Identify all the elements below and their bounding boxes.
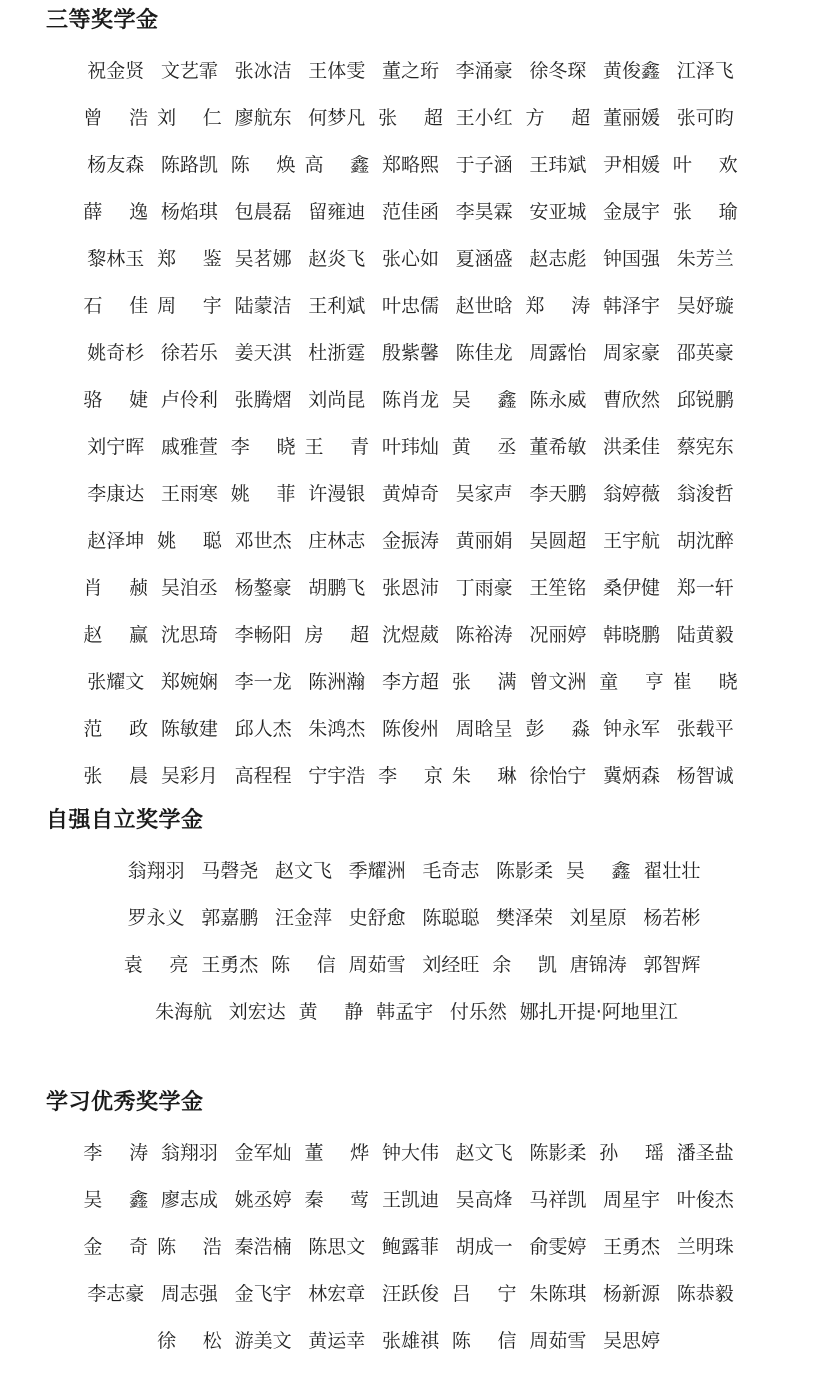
name-item: 余 凯 <box>492 954 557 976</box>
name-item: 姚 菲 <box>230 483 296 505</box>
name-item: 张 超 <box>378 107 443 129</box>
name-item: 于子涵 <box>455 154 513 176</box>
name-item: 黄 静 <box>298 1001 364 1023</box>
name-item: 吴彩月 <box>160 765 218 787</box>
name-item: 秦浩楠 <box>234 1236 292 1258</box>
name-item: 付乐然 <box>449 1001 507 1023</box>
name-item: 曾文洲 <box>529 671 587 693</box>
name-item: 文艺霏 <box>160 60 218 82</box>
name-item: 张可昀 <box>676 107 734 129</box>
name-item: 李天鹏 <box>529 483 587 505</box>
name-item: 汪跃俊 <box>381 1283 439 1305</box>
name-item: 吴高烽 <box>455 1189 513 1211</box>
name-item: 包晨磊 <box>234 201 292 223</box>
name-item: 黄丽娟 <box>455 530 513 552</box>
name-item: 金军灿 <box>234 1142 292 1164</box>
name-item: 张心如 <box>381 248 439 270</box>
name-item: 钟国强 <box>603 248 661 270</box>
name-item: 陈影柔 <box>529 1142 587 1164</box>
name-item: 翁婷薇 <box>603 483 661 505</box>
name-item: 尹相媛 <box>603 154 661 176</box>
name-item: 王勇杰 <box>201 954 259 976</box>
name-item: 刘宁晖 <box>87 436 145 458</box>
name-item: 沈思琦 <box>160 624 218 646</box>
name-item: 陈聪聪 <box>422 907 480 929</box>
name-item: 陈俊州 <box>381 718 439 740</box>
name-item: 徐怡宁 <box>529 765 587 787</box>
section-title: 学习优秀奖学金 <box>46 1090 204 1115</box>
name-item: 黄俊鑫 <box>603 60 661 82</box>
name-item: 陈路凯 <box>160 154 218 176</box>
name-item: 陈敏建 <box>160 718 218 740</box>
name-item: 李一龙 <box>234 671 292 693</box>
name-item: 周茹雪 <box>348 954 406 976</box>
name-item: 刘 仁 <box>157 107 222 129</box>
name-item: 鲍露菲 <box>381 1236 439 1258</box>
name-item: 王宇航 <box>603 530 661 552</box>
name-item: 郑略熙 <box>381 154 439 176</box>
name-item: 潘圣盐 <box>676 1142 734 1164</box>
name-item: 朱陈琪 <box>529 1283 587 1305</box>
name-item: 罗永义 <box>127 907 185 929</box>
name-item: 石 佳 <box>83 295 149 317</box>
name-item: 杨若彬 <box>643 907 701 929</box>
name-item: 董之珩 <box>381 60 439 82</box>
name-item: 钟大伟 <box>381 1142 439 1164</box>
name-item: 邱人杰 <box>234 718 292 740</box>
name-item: 郑 涛 <box>525 295 591 317</box>
name-item: 赵文飞 <box>455 1142 513 1164</box>
name-item: 李志豪 <box>87 1283 145 1305</box>
name-item: 叶忠儒 <box>381 295 439 317</box>
name-item: 董 烨 <box>304 1142 370 1164</box>
name-item: 翁翔羽 <box>160 1142 218 1164</box>
name-item: 姜天淇 <box>234 342 292 364</box>
name-item: 马祥凯 <box>529 1189 587 1211</box>
name-item: 朱鸿杰 <box>308 718 366 740</box>
name-item: 郭智辉 <box>643 954 701 976</box>
name-item: 叶 欢 <box>672 154 738 176</box>
name-item: 姚丞婷 <box>234 1189 292 1211</box>
name-item: 叶玮灿 <box>381 436 439 458</box>
name-item: 李方超 <box>381 671 439 693</box>
name-item: 毛奇志 <box>422 860 480 882</box>
name-item: 何梦凡 <box>308 107 366 129</box>
name-item: 王笙铭 <box>529 577 587 599</box>
name-item: 金飞宇 <box>234 1283 292 1305</box>
name-item: 蔡宪东 <box>676 436 734 458</box>
name-item: 沈煜葳 <box>381 624 439 646</box>
name-item: 张耀文 <box>87 671 145 693</box>
name-item: 林宏章 <box>308 1283 366 1305</box>
name-item: 黄运幸 <box>308 1330 366 1352</box>
name-item: 邵英豪 <box>676 342 734 364</box>
name-item: 陈 信 <box>451 1330 517 1352</box>
name-item: 刘尚昆 <box>308 389 366 411</box>
name-item: 史舒愈 <box>348 907 406 929</box>
name-item: 朱海航 <box>155 1001 213 1023</box>
name-item: 王雨寒 <box>160 483 218 505</box>
name-item: 翁浚哲 <box>676 483 734 505</box>
name-item: 俞雯婷 <box>529 1236 587 1258</box>
name-item: 韩孟宇 <box>376 1001 434 1023</box>
name-item: 陈佳龙 <box>455 342 513 364</box>
name-item: 刘经旺 <box>422 954 480 976</box>
name-item: 胡沈醉 <box>676 530 734 552</box>
name-item: 袁 亮 <box>123 954 189 976</box>
name-item: 廖航东 <box>234 107 292 129</box>
name-item: 王 青 <box>304 436 370 458</box>
name-item: 周露怡 <box>529 342 587 364</box>
name-item: 陈恭毅 <box>676 1283 734 1305</box>
name-item: 杨焰琪 <box>160 201 218 223</box>
name-item: 陈永威 <box>529 389 587 411</box>
name-item: 胡成一 <box>455 1236 513 1258</box>
name-item: 刘宏达 <box>228 1001 286 1023</box>
name-item: 吴思婷 <box>603 1330 661 1352</box>
name-item: 汪金萍 <box>274 907 332 929</box>
name-item: 留雍迪 <box>308 201 366 223</box>
name-item: 郑婉娴 <box>160 671 218 693</box>
name-item: 姚奇杉 <box>87 342 145 364</box>
name-item: 孙 瑶 <box>599 1142 664 1164</box>
name-item: 陆蒙洁 <box>234 295 292 317</box>
name-item: 卢伶利 <box>160 389 218 411</box>
name-item: 邱锐鹏 <box>676 389 734 411</box>
name-item: 赵炎飞 <box>308 248 366 270</box>
name-item: 张 瑜 <box>672 201 738 223</box>
name-item: 王体雯 <box>308 60 366 82</box>
name-item: 周 宇 <box>157 295 222 317</box>
name-item: 游美文 <box>234 1330 292 1352</box>
name-item: 冀炳森 <box>603 765 661 787</box>
name-item: 张载平 <box>676 718 734 740</box>
name-item: 薛 逸 <box>83 201 149 223</box>
name-item: 吴茗娜 <box>234 248 292 270</box>
name-item: 杨智诚 <box>676 765 734 787</box>
name-item: 唐锦涛 <box>569 954 627 976</box>
name-item: 赵志彪 <box>529 248 587 270</box>
name-item: 陈 信 <box>271 954 336 976</box>
name-item: 王玮斌 <box>529 154 587 176</box>
name-item: 吕 宁 <box>451 1283 517 1305</box>
name-item: 夏涵盛 <box>455 248 513 270</box>
name-item: 吴 鑫 <box>565 860 631 882</box>
name-list <box>0 854 819 1029</box>
name-item: 赵文飞 <box>274 860 332 882</box>
name-item: 秦 莺 <box>304 1189 370 1211</box>
name-item: 陈思文 <box>308 1236 366 1258</box>
name-item: 樊泽荣 <box>496 907 554 929</box>
name-item: 郑一轩 <box>676 577 734 599</box>
name-item: 廖志成 <box>160 1189 218 1211</box>
name-item: 黄焯奇 <box>381 483 439 505</box>
name-item: 钟永军 <box>603 718 661 740</box>
name-item: 马磬尧 <box>201 860 259 882</box>
name-item: 叶俊杰 <box>676 1189 734 1211</box>
name-item: 陈影柔 <box>496 860 554 882</box>
name-item: 王小红 <box>455 107 513 129</box>
name-item: 吴洎丞 <box>160 577 218 599</box>
name-list <box>0 54 819 793</box>
name-item: 杜浙霆 <box>308 342 366 364</box>
name-item: 邓世杰 <box>234 530 292 552</box>
name-item: 金振涛 <box>381 530 439 552</box>
name-item: 吴圆超 <box>529 530 587 552</box>
name-item: 杨新源 <box>603 1283 661 1305</box>
name-item: 崔 晓 <box>672 671 738 693</box>
name-item: 赵 赢 <box>83 624 149 646</box>
name-item: 许漫银 <box>308 483 366 505</box>
name-item: 宁宇浩 <box>308 765 366 787</box>
name-item: 王凯迪 <box>381 1189 439 1211</box>
name-item: 曹欣然 <box>603 389 661 411</box>
name-item: 翁翔羽 <box>127 860 185 882</box>
name-item: 李 京 <box>378 765 443 787</box>
section-title: 自强自立奖学金 <box>46 808 204 833</box>
name-item: 洪柔佳 <box>603 436 661 458</box>
name-item: 金 奇 <box>83 1236 149 1258</box>
name-item: 范佳函 <box>381 201 439 223</box>
name-item: 陈 焕 <box>230 154 296 176</box>
name-item: 高 鑫 <box>304 154 370 176</box>
name-item: 兰明珠 <box>676 1236 734 1258</box>
name-item: 陆黄毅 <box>676 624 734 646</box>
name-item: 张恩沛 <box>381 577 439 599</box>
name-item: 周星宇 <box>603 1189 661 1211</box>
name-item: 李昊霖 <box>455 201 513 223</box>
name-item: 娜扎开提·阿地里江 <box>519 1001 678 1023</box>
name-item: 周晗呈 <box>455 718 513 740</box>
name-item: 董丽媛 <box>603 107 661 129</box>
name-item: 赵世晗 <box>455 295 513 317</box>
name-item: 陈洲瀚 <box>308 671 366 693</box>
name-item: 殷紫馨 <box>381 342 439 364</box>
name-item: 吴家声 <box>455 483 513 505</box>
name-item: 吴 鑫 <box>451 389 517 411</box>
name-item: 胡鹏飞 <box>308 577 366 599</box>
name-item: 戚雅萱 <box>160 436 218 458</box>
name-item: 李 涛 <box>83 1142 149 1164</box>
name-item: 杨友森 <box>87 154 145 176</box>
section-title: 三等奖学金 <box>46 8 159 33</box>
name-item: 王利斌 <box>308 295 366 317</box>
name-item: 韩泽宇 <box>603 295 661 317</box>
name-item: 陈裕涛 <box>455 624 513 646</box>
name-item: 张雄祺 <box>381 1330 439 1352</box>
name-item: 吴妤璇 <box>676 295 734 317</box>
name-item: 李 晓 <box>230 436 296 458</box>
name-item: 徐 松 <box>157 1330 222 1352</box>
name-item: 郭嘉鹏 <box>201 907 259 929</box>
name-item: 翟壮壮 <box>643 860 701 882</box>
name-list <box>0 1136 819 1358</box>
name-item: 金晟宇 <box>603 201 661 223</box>
name-item: 桑伊健 <box>603 577 661 599</box>
name-item: 王勇杰 <box>603 1236 661 1258</box>
name-item: 张冰洁 <box>234 60 292 82</box>
name-item: 方 超 <box>525 107 591 129</box>
name-item: 周家豪 <box>603 342 661 364</box>
name-item: 杨鏊豪 <box>234 577 292 599</box>
name-item: 徐若乐 <box>160 342 218 364</box>
name-item: 韩晓鹏 <box>603 624 661 646</box>
name-item: 朱芳兰 <box>676 248 734 270</box>
name-item: 况丽婷 <box>529 624 587 646</box>
name-item: 祝金贤 <box>87 60 145 82</box>
name-item: 江泽飞 <box>676 60 734 82</box>
name-item: 高程程 <box>234 765 292 787</box>
name-item: 肖 赪 <box>83 577 149 599</box>
name-item: 徐冬琛 <box>529 60 587 82</box>
name-item: 董希敏 <box>529 436 587 458</box>
name-item: 张 满 <box>451 671 517 693</box>
name-item: 黄 丞 <box>451 436 517 458</box>
name-item: 赵泽坤 <box>87 530 145 552</box>
name-item: 李涌豪 <box>455 60 513 82</box>
name-item: 安亚城 <box>529 201 587 223</box>
name-item: 吴 鑫 <box>83 1189 149 1211</box>
name-item: 季耀洲 <box>348 860 406 882</box>
name-item: 郑 鉴 <box>157 248 222 270</box>
name-item: 张 晨 <box>83 765 149 787</box>
name-item: 黎林玉 <box>87 248 145 270</box>
name-item: 陈肖龙 <box>381 389 439 411</box>
name-item: 朱 琳 <box>451 765 517 787</box>
name-item: 骆 婕 <box>83 389 149 411</box>
name-item: 陈 浩 <box>157 1236 222 1258</box>
name-item: 张腾熠 <box>234 389 292 411</box>
name-item: 丁雨豪 <box>455 577 513 599</box>
name-item: 房 超 <box>304 624 370 646</box>
name-item: 李畅阳 <box>234 624 292 646</box>
name-item: 刘星原 <box>569 907 627 929</box>
name-item: 周志强 <box>160 1283 218 1305</box>
name-item: 李康达 <box>87 483 145 505</box>
name-item: 姚 聪 <box>157 530 222 552</box>
name-item: 周茹雪 <box>529 1330 587 1352</box>
name-item: 范 政 <box>83 718 149 740</box>
name-item: 曾 浩 <box>83 107 149 129</box>
name-item: 庄林志 <box>308 530 366 552</box>
name-item: 彭 淼 <box>525 718 591 740</box>
name-item: 童 亨 <box>599 671 664 693</box>
